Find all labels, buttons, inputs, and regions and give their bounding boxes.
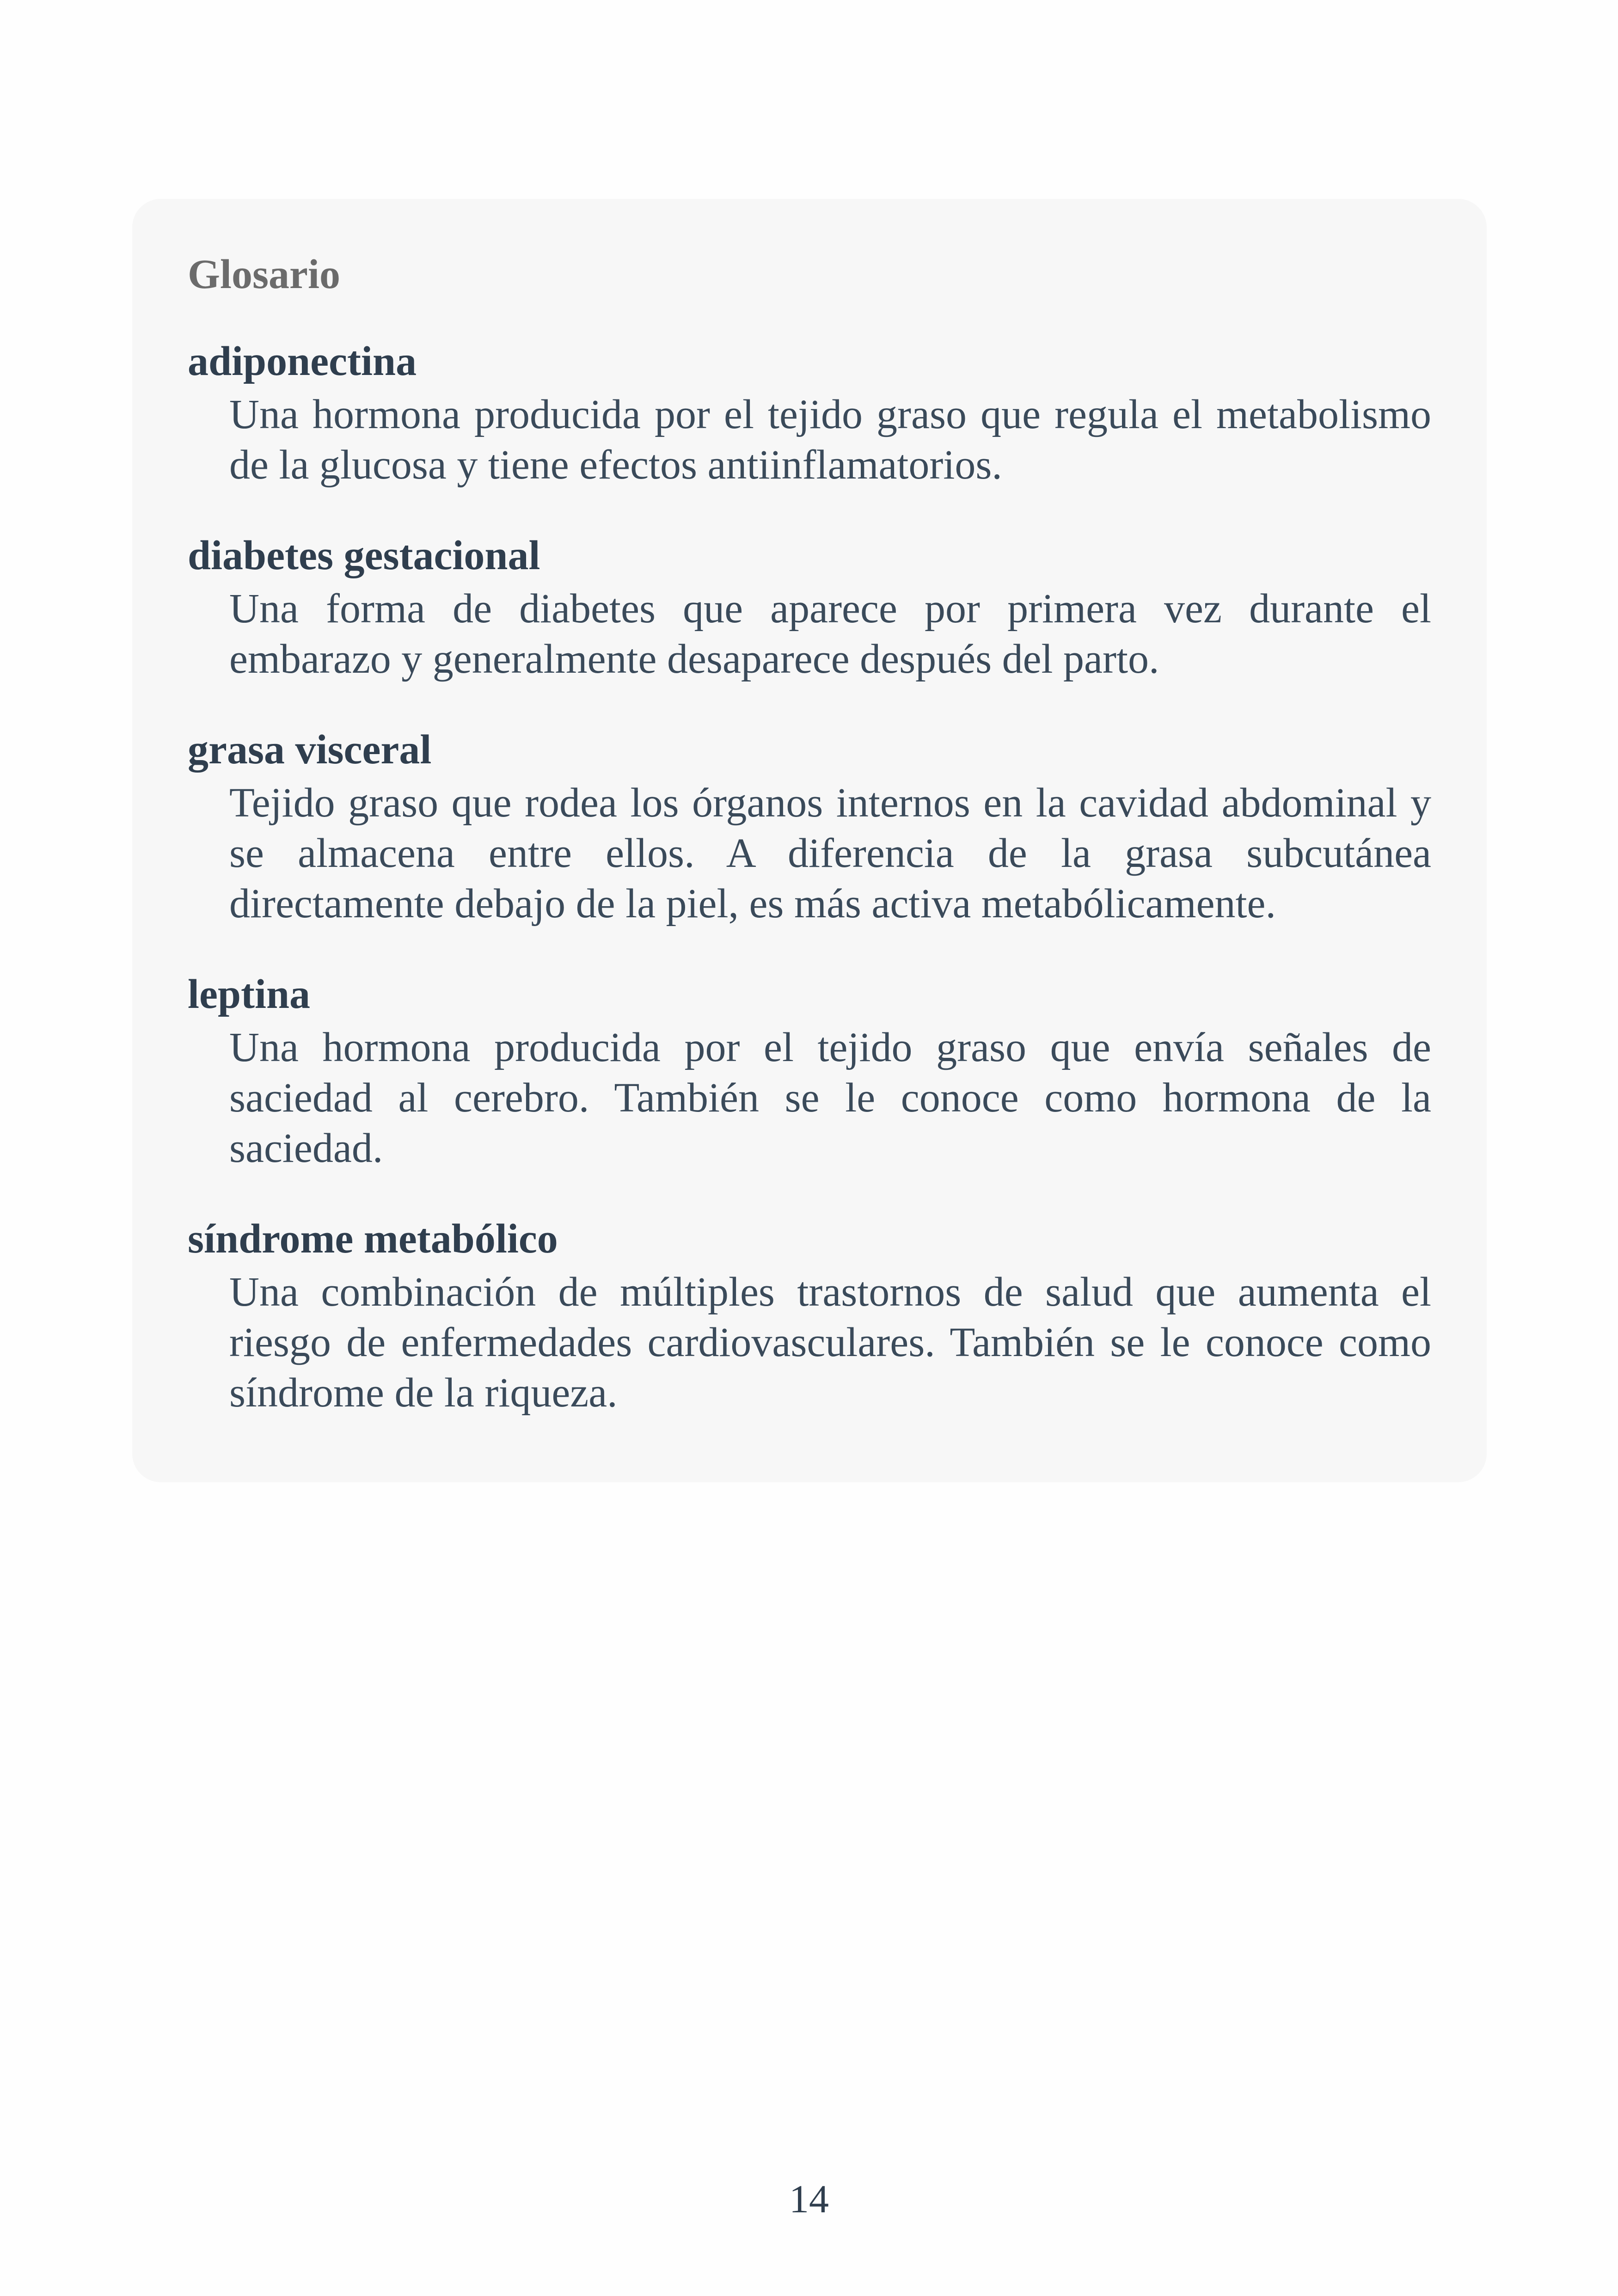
glossary-definition: Una combinación de múltiples trastornos de salud que aumenta el riesgo de enfermedades cardiovasculares. También se le conoce como síndrome de la riqueza. — [229, 1269, 1431, 1416]
glossary-box — [132, 199, 1487, 1482]
glossary-entry — [188, 1214, 1431, 1418]
glossary-entry — [188, 531, 1431, 684]
glossary-term: adiponectina — [188, 338, 417, 384]
glossary-entry — [188, 337, 1431, 490]
glossary-definition: Una hormona producida por el tejido graso que envía señales de saciedad al cerebro. También se le conoce como hormona de la saciedad. — [229, 1025, 1431, 1171]
glossary-entry — [188, 725, 1431, 929]
glossary-term: grasa visceral — [188, 727, 432, 773]
glossary-definition: Una hormona producida por el tejido graso que regula el metabolismo de la glucosa y tiene efectos antiinflamatorios. — [229, 392, 1431, 488]
glossary-definition: Tejido graso que rodea los órganos internos en la cavidad abdominal y se almacena entre ellos. A diferencia de la grasa subcutánea directamente debajo de la piel, es más activa metabólicamente. — [229, 780, 1431, 927]
glossary-term: leptina — [188, 971, 311, 1017]
glossary-definition: Una forma de diabetes que aparece por primera vez durante el embarazo y generalmente desaparece después del parto. — [229, 586, 1431, 682]
glossary-term: síndrome metabólico — [188, 1216, 558, 1262]
page-number: 14 — [789, 2177, 829, 2221]
glossary-entry — [188, 970, 1431, 1173]
glossary-term: diabetes gestacional — [188, 533, 540, 578]
glossary-title: Glosario — [188, 252, 340, 297]
